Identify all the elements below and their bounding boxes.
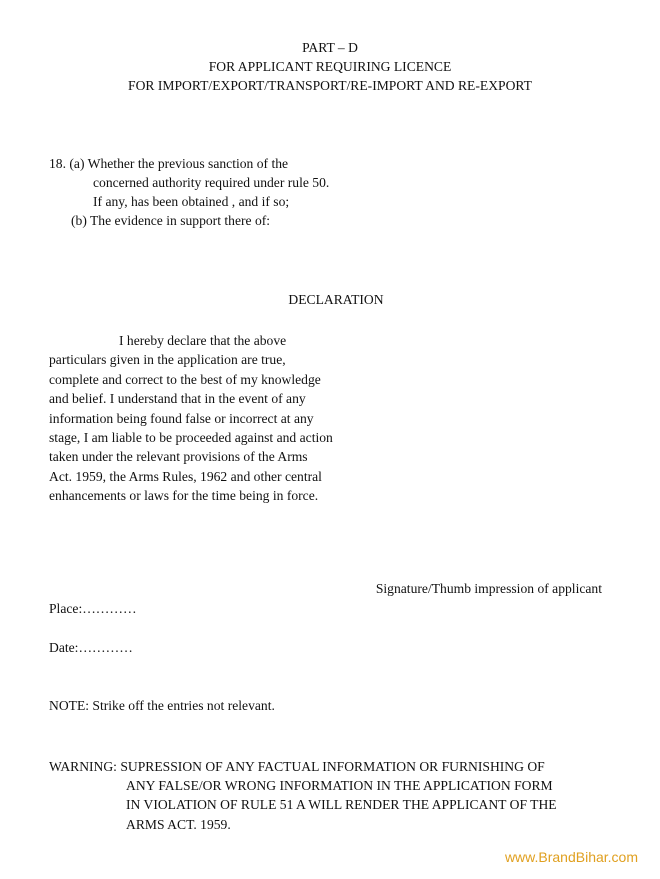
warning-line: IN VIOLATION OF RULE 51 A WILL RENDER THE APPLICANT OF THE bbox=[126, 797, 557, 813]
declaration-line: taken under the relevant provisions of the Arms bbox=[49, 449, 308, 465]
declaration-body bbox=[49, 331, 369, 506]
warning-line: WARNING: SUPRESSION OF ANY FACTUAL INFORMATION OR FURNISHING OF bbox=[49, 759, 545, 774]
place-field: Place:………… bbox=[49, 601, 137, 616]
declaration-line: I hereby declare that the above bbox=[119, 333, 287, 348]
question-18-line-2: concerned authority required under rule 50. bbox=[93, 175, 330, 190]
signature-label: Signature/Thumb impression of applicant bbox=[375, 581, 602, 596]
declaration-line: complete and correct to the best of my knowledge bbox=[49, 371, 321, 387]
header-line-1: FOR APPLICANT REQUIRING LICENCE bbox=[208, 59, 452, 74]
declaration-line: Act. 1959, the Arms Rules, 1962 and other central bbox=[49, 468, 322, 484]
warning-line: ARMS ACT. 1959. bbox=[126, 816, 231, 832]
watermark-text: www.BrandBihar.com bbox=[504, 849, 638, 865]
question-18-line-1: 18. (a) Whether the previous sanction of the bbox=[49, 156, 289, 171]
declaration-line: information being found false or incorrect at any bbox=[49, 410, 314, 426]
question-18-line-3: If any, has been obtained , and if so; bbox=[93, 194, 290, 209]
document-header bbox=[0, 38, 660, 95]
part-heading: PART – D bbox=[302, 40, 358, 55]
header-line-2: FOR IMPORT/EXPORT/TRANSPORT/RE-IMPORT AND RE-EXPORT bbox=[128, 78, 532, 93]
declaration-line: particulars given in the application are true, bbox=[49, 352, 286, 368]
declaration-line: stage, I am liable to be proceeded against and action bbox=[49, 430, 333, 446]
question-18 bbox=[49, 154, 329, 230]
date-field: Date:………… bbox=[49, 640, 133, 655]
question-18-line-4: (b) The evidence in support there of: bbox=[71, 213, 271, 228]
declaration-title: DECLARATION bbox=[288, 292, 384, 307]
declaration-line: and belief. I understand that in the event of any bbox=[49, 391, 306, 407]
declaration-line: enhancements or laws for the time being in force. bbox=[49, 488, 319, 504]
warning-line: ANY FALSE/OR WRONG INFORMATION IN THE APPLICATION FORM bbox=[126, 778, 553, 794]
warning-block bbox=[49, 757, 605, 834]
note-text: NOTE: Strike off the entries not relevant. bbox=[49, 698, 275, 713]
